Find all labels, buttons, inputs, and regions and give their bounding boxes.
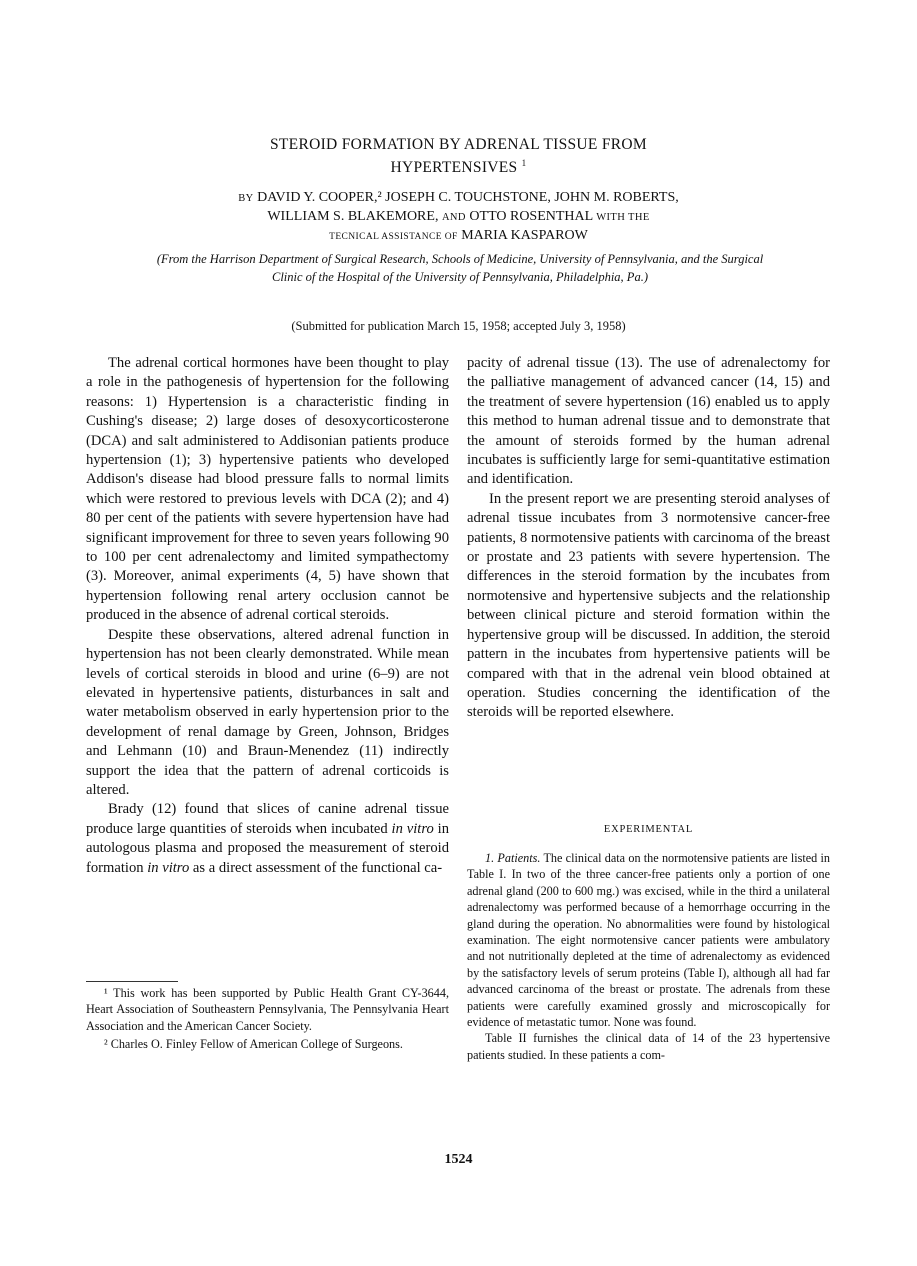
intro-paragraph-2: Despite these observations, altered adrenal function in hypertension has not been clearly demonstrated. While mean levels of cortical steroids in blood and urine (6–9) are not elevated in hypertensive patients, disturbances in salt and water metabolism observed in early hypertension prior to the development of renal damage by Green, Johnson, Bridges and Lehmann (10) and Braun-Menendez (11) indirectly support the idea that the pattern of adrenal corticoids is altered.: [86, 626, 449, 798]
title-line-2: HYPERTENSIVES $^1$: [390, 158, 527, 177]
right-column: [467, 354, 830, 723]
footnote-2: ² Charles O. Finley Fellow of American College of Surgeons.: [104, 1037, 403, 1052]
submission-dates: (Submitted for publication March 15, 1958; accepted July 3, 1958): [291, 319, 626, 333]
authors-line-3: TECNICAL ASSISTANCE OF MARIA KASPAROW: [329, 228, 588, 243]
title-line-1: STEROID FORMATION BY ADRENAL TISSUE FROM: [269, 136, 647, 153]
right-paragraph-2: In the present report we are presenting steroid analyses of adrenal tissue incubates from 3 normotensive cancer-free patients, 8 normotensive patients with carcinoma of the breast or prostate and 23 patients with severe hypertension. The differences in the steroid formation by the incubates from normotensive and hypertensive subjects and the relationship between clinical picture and steroid formation within the hypertensive group will be discussed. In addition, the steroid pattern in the incubates from hypertensive patients will be compared with that in the adrenal vein blood obtained at operation. Studies concerning the identification of the steroids will be reported elsewhere.: [467, 490, 830, 721]
right-paragraph-1: pacity of adrenal tissue (13). The use of adrenalectomy for the palliative management of advanced cancer (14, 15) and the treatment of severe hypertension (16) enabled us to apply this method to human adrenal tissue and to demonstrate that the amount of steroids formed by the human adrenal incubates is sufficiently large for semi-quantitative estimation and identification.: [467, 355, 830, 488]
patients-paragraph: 1. Patients. The clinical data on the normotensive patients are listed in Table I. In two of the three cancer-free patients only a portion of one adrenal gland (200 to 600 mg.) was excised, while in the third a unilateral adrenalectomy was performed because of a hemorrhage occurring in the gland during the operation. No abnormalities were found by histological examination. The eight normotensive cancer patients were ambulatory and not nutritionally depleted at the time of adrenalectomy as evidenced by the satisfactory levels of serum proteins (Table I), although all had far advanced carcinoma of the breast or prostate. The adrenals from these patients were carefully examined grossly and microscopically for evidence of metastatic tumor. None was found.: [467, 851, 831, 1030]
footnote-divider: [86, 981, 178, 982]
footnote-1: ¹ This work has been supported by Public Health Grant CY-3644, Heart Association of Southeastern Pennsylvania, The Pennsylvania Heart Association and the American Cancer Society.: [86, 986, 449, 1033]
title-footnote-mark: 1: [521, 158, 527, 168]
left-column: [86, 354, 449, 878]
experimental-section: [467, 850, 830, 1063]
affiliation: (From the Harrison Department of Surgical Research, Schools of Medicine, University of Pennsylvania, and the Surgical Clinic of the Hospital of the University of Pennsylvania, Philadelphia, Pa.): [156, 252, 764, 284]
article-title: [0, 136, 917, 177]
intro-paragraph-1: The adrenal cortical hormones have been thought to play a role in the pathogenesis of hypertension for the following reasons: 1) Hypertension is a characteristic finding in Cushing's disease; 2) large doses of desoxycorticosterone (DCA) and salt administered to Addisonian patients produce hypertension (1); 3) hypertensive patients who developed Addison's disease had blood pressure falls to normal limits which were restored to previous levels with DCA (2); and 4) 80 per cent of the patients with severe hypertension have had significant improvement for three to seven years following 90 to 100 per cent adrenalectomy and limited sympathectomy (3). Moreover, animal experiments (4, 5) have shown that hypertension following renal artery occlusion cannot be produced in the absence of adrenal cortical steroids.: [86, 355, 449, 624]
page-number: 1524: [444, 1152, 473, 1167]
footnotes: [86, 985, 449, 1055]
authors-line-1: BY DAVID Y. COOPER,² JOSEPH C. TOUCHSTONE, JOHN M. ROBERTS,: [238, 190, 679, 205]
authors-line-2: WILLIAM S. BLAKEMORE, AND OTTO ROSENTHAL WITH THE: [267, 209, 650, 224]
authors-block: [0, 189, 917, 246]
experimental-heading: EXPERIMENTAL: [603, 824, 694, 835]
table-ii-paragraph: Table II furnishes the clinical data of 14 of the 23 hypertensive patients studied. In these patients a com-: [467, 1031, 830, 1062]
intro-paragraph-3: Brady (12) found that slices of canine adrenal tissue produce large quantities of steroids when incubated in vitro in autologous plasma and proposed the measurement of steroid formation in vitro as a direct assessment of the functional ca-: [86, 801, 449, 876]
